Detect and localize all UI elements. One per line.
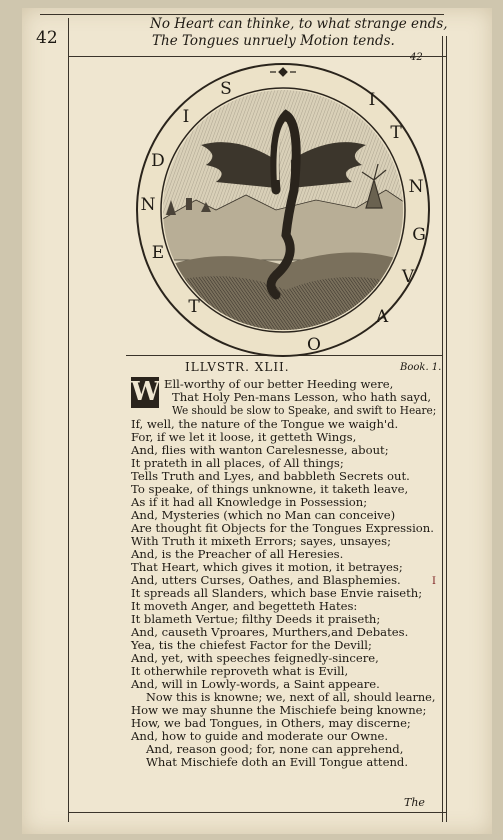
emblem-engraving (126, 60, 440, 360)
ring-letter: I (368, 90, 376, 110)
catchword: The (404, 796, 425, 809)
poem-line: And, is the Preacher of all Heresies. (131, 547, 344, 561)
poem-line: That Heart, which gives it motion, it betrayes; (131, 560, 403, 574)
poem-line: That Holy Pen-mans Lesson, who hath sayd, (172, 390, 432, 404)
right-margin-rule-inner (446, 36, 447, 822)
margin-mark: I (432, 576, 436, 587)
poem-line: As if it had all Knowledge in Possession; (131, 495, 368, 509)
bottom-rule (68, 812, 446, 813)
poem-line: Yea, tis the chiefest Factor for the Devill; (131, 638, 372, 652)
poem-line: What Mischiefe doth an Evill Tongue attend. (146, 755, 409, 769)
poem-line: We should be slow to Speake, and swift to Heare; (172, 403, 437, 417)
poem-line: It otherwhile reproveth what is Evill, (131, 664, 349, 678)
motto-line-1: No Heart can thinke, to what strange ends, (150, 16, 448, 32)
poem-line: And, Mysteries (which no Man can conceive) (131, 508, 396, 522)
poem-line: And, yet, with speeches feignedly-sincere, (131, 651, 379, 665)
ring-letter: S (220, 79, 232, 99)
poem-line: Now this is knowne; we, next of all, should learne, (146, 690, 436, 704)
ring-letter: N (140, 195, 156, 215)
poem-line: Are thought fit Objects for the Tongues Expression. (131, 521, 434, 535)
ring-letter: T (390, 123, 402, 143)
poem-line: It prateth in all places, of All things; (131, 456, 344, 470)
left-margin-rule (68, 18, 69, 822)
book-label: Book. 1. (400, 362, 442, 373)
poem-line: And, flies with wanton Carelesnesse, about; (131, 443, 389, 457)
poem-line: And, causeth Vproares, Murthers,and Debates. (131, 625, 409, 639)
poem-line: For, if we let it loose, it getteth Wings, (131, 430, 357, 444)
ring-letter: V (401, 267, 415, 287)
poem-line: And, will in Lowly-words, a Saint appeare. (131, 677, 380, 691)
ring-letter: G (412, 225, 426, 245)
ring-letter: N (408, 177, 424, 197)
signature-mark: 42 (410, 52, 423, 63)
motto-line-2: The Tongues unruely Motion tends. (152, 33, 395, 49)
page-number: 42 (36, 28, 58, 48)
poem-line: Ell-worthy of our better Heeding were, (164, 377, 394, 391)
ring-letter: I (182, 107, 190, 127)
ring-letter: T (188, 297, 200, 317)
poem-line: And, reason good; for, none can apprehend, (146, 742, 404, 756)
poem-line: It blameth Vertue; filthy Deeds it praiseth; (131, 612, 381, 626)
top-rule (40, 14, 444, 15)
header-rule (68, 56, 446, 57)
drop-cap: W (131, 377, 161, 407)
ring-letter: A (375, 307, 389, 327)
illustration-caption: ILLVSTR. XLII. (185, 360, 290, 374)
ring-letter: E (151, 243, 165, 263)
poem-line: To speake, of things unknowne, it taketh leave, (131, 482, 409, 496)
poem-line: It spreads all Slanders, which base Envie raiseth; (131, 586, 423, 600)
poem-line: And, how to guide and moderate our Owne. (131, 729, 389, 743)
ring-letter: D (151, 151, 165, 171)
poem-line: How we may shunne the Mischiefe being knowne; (131, 703, 427, 717)
poem-line: It moveth Anger, and begetteth Hates: (131, 599, 358, 613)
poem-line: With Truth it mixeth Errors; sayes, unsayes; (131, 534, 392, 548)
right-margin-rule-outer (442, 36, 443, 822)
poem-line: How, we bad Tongues, in Others, may discerne; (131, 716, 411, 730)
poem-line: And, utters Curses, Oathes, and Blasphemies. (131, 573, 401, 587)
poem-line: Tells Truth and Lyes, and babbleth Secrets out. (131, 469, 410, 483)
ring-letter: O (307, 335, 321, 355)
poem-line: If, well, the nature of the Tongue we waigh'd. (131, 417, 399, 431)
